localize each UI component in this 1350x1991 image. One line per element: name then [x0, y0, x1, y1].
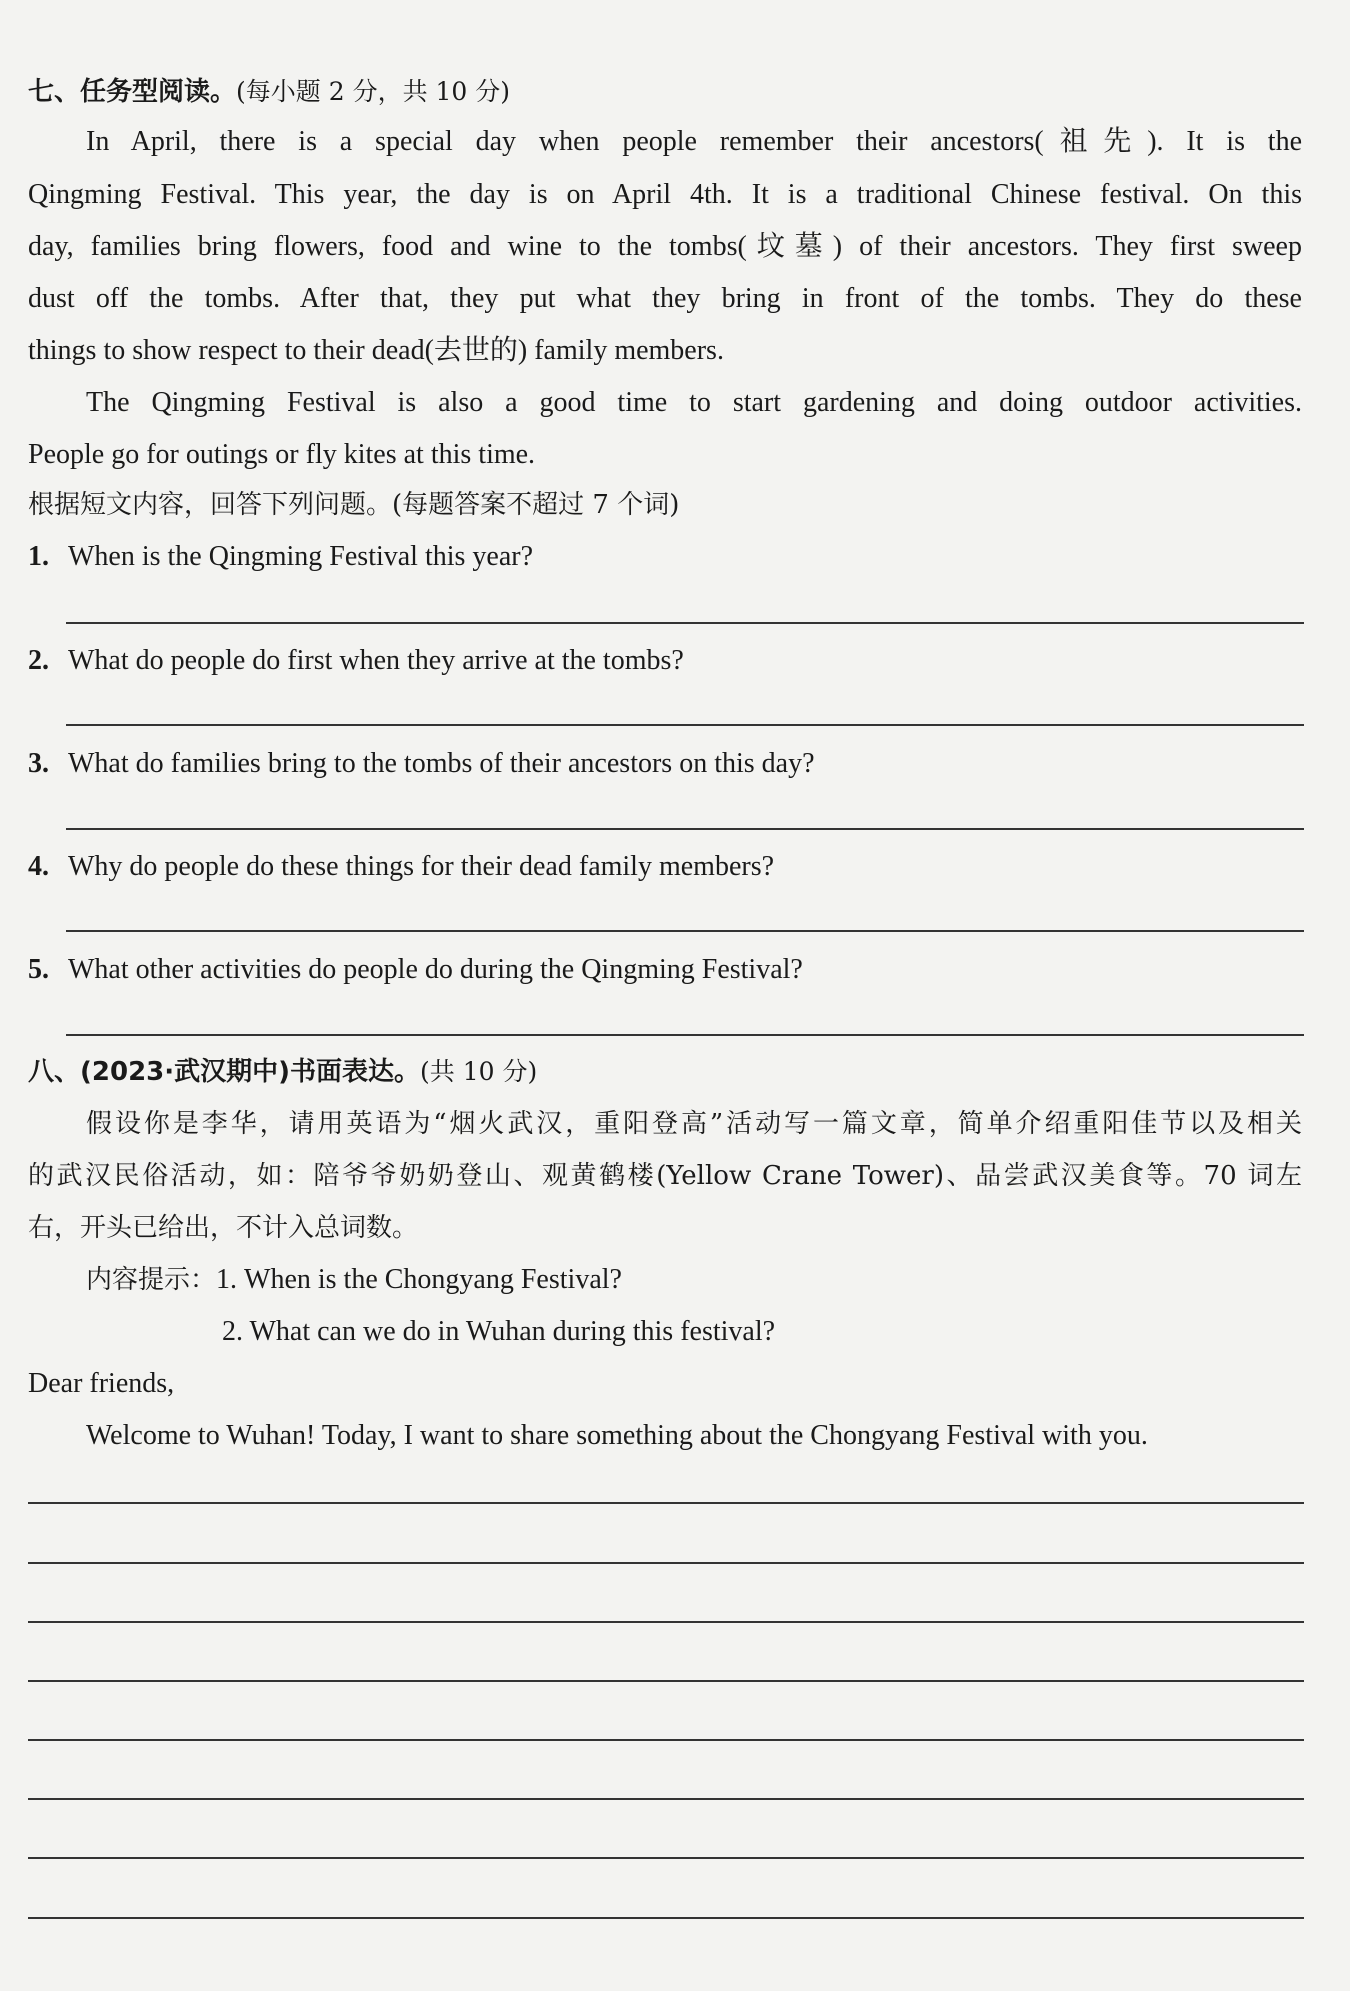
- writing-line[interactable]: [28, 1917, 1304, 1919]
- section7-instruction: 根据短文内容，回答下列问题。(每题答案不超过 7 个词): [28, 490, 680, 520]
- question-number: 1.: [28, 541, 49, 572]
- passage-line: Qingming Festival. This year, the day is on April 4th. It is a traditional Chinese festival. On this: [28, 179, 1302, 210]
- question-1: [28, 537, 1302, 577]
- salutation: Dear friends,: [28, 1368, 175, 1399]
- writing-line[interactable]: [28, 1798, 1304, 1800]
- answer-line-3[interactable]: [66, 828, 1304, 830]
- passage-line: In April, there is a special day when people remember their ancestors(祖先). It is the: [86, 126, 1302, 157]
- question-text: What other activities do people do during the Qingming Festival?: [68, 954, 803, 985]
- section8-score-note: (共 10 分): [420, 1057, 538, 1086]
- writing-line[interactable]: [28, 1739, 1304, 1741]
- prompt-line: 假设你是李华，请用英语为“烟火武汉，重阳登高”活动写一篇文章，简单介绍重阳佳节以及相关: [86, 1109, 1302, 1139]
- passage-line: dust off the tombs. After that, they put what they bring in front of the tombs. They do these: [28, 283, 1302, 314]
- question-text: Why do people do these things for their dead family members?: [68, 851, 775, 882]
- writing-line[interactable]: [28, 1562, 1304, 1564]
- essay-opening: Welcome to Wuhan! Today, I want to share something about the Chongyang Festival with you.: [86, 1420, 1148, 1451]
- writing-line[interactable]: [28, 1621, 1304, 1623]
- passage-line: The Qingming Festival is also a good time to start gardening and doing outdoor activities.: [86, 387, 1302, 418]
- section8-heading: [28, 1052, 1302, 1092]
- writing-line[interactable]: [28, 1502, 1304, 1504]
- hint-label: 内容提示：: [86, 1265, 217, 1295]
- question-text: What do people do first when they arrive at the tombs?: [68, 645, 684, 676]
- hint-item: 1. When is the Chongyang Festival?: [216, 1264, 622, 1295]
- question-text: What do families bring to the tombs of their ancestors on this day?: [68, 748, 815, 779]
- answer-line-5[interactable]: [66, 1034, 1304, 1036]
- section7-title: 七、任务型阅读。: [28, 77, 237, 107]
- hint-item: 2. What can we do in Wuhan during this festival?: [222, 1316, 776, 1347]
- question-text: When is the Qingming Festival this year?: [68, 541, 534, 572]
- answer-line-1[interactable]: [66, 622, 1304, 624]
- hint-row-1: [86, 1260, 1302, 1300]
- passage-line: day, families bring flowers, food and wine to the tombs(坟墓) of their ancestors. They first sweep: [28, 231, 1302, 262]
- answer-line-2[interactable]: [66, 724, 1304, 726]
- question-3: [28, 744, 1302, 784]
- section8-title: 八、(2023·武汉期中)书面表达。: [28, 1057, 421, 1087]
- answer-line-4[interactable]: [66, 930, 1304, 932]
- question-number: 4.: [28, 851, 49, 882]
- writing-line[interactable]: [28, 1857, 1304, 1859]
- section7-score-note: (每小题 2 分，共 10 分): [236, 77, 511, 106]
- prompt-line: 的武汉民俗活动，如：陪爷爷奶奶登山、观黄鹤楼(Yellow Crane Tower)、品尝武汉美食等。70 词左: [28, 1161, 1302, 1191]
- question-2: [28, 641, 1302, 681]
- question-4: [28, 847, 1302, 887]
- question-number: 2.: [28, 645, 49, 676]
- passage-line: People go for outings or fly kites at this time.: [28, 439, 536, 470]
- passage-line: things to show respect to their dead(去世的) family members.: [28, 335, 724, 366]
- question-number: 5.: [28, 954, 49, 985]
- question-5: [28, 950, 1302, 990]
- hint-row-2: [222, 1312, 1302, 1352]
- prompt-line: 右，开头已给出，不计入总词数。: [28, 1213, 419, 1243]
- writing-line[interactable]: [28, 1680, 1304, 1682]
- section7-heading: [28, 72, 1302, 112]
- question-number: 3.: [28, 748, 49, 779]
